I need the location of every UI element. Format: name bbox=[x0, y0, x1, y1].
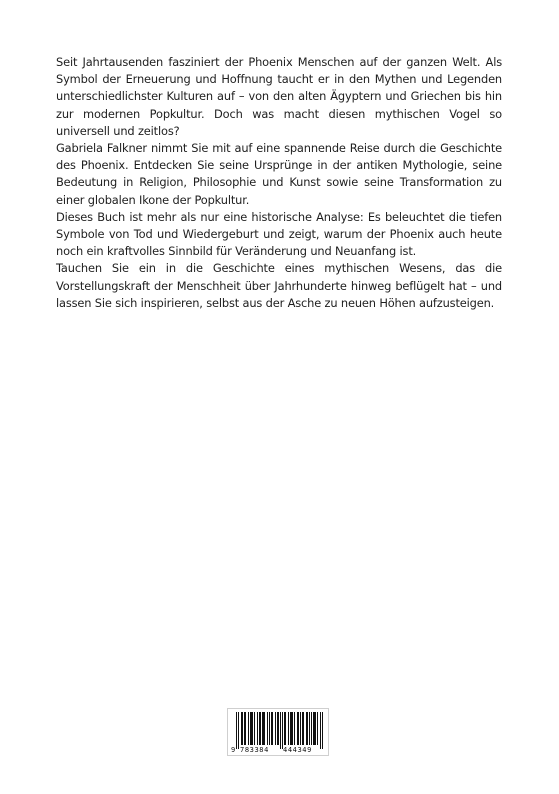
barcode-digit-first: 9 bbox=[231, 746, 236, 754]
blurb-paragraph-4: Tauchen Sie ein in die Geschichte eines mythischen Wesens, das die Vorstellungskraft der Menschheit über Jahrhunderte hinweg beflügelt hat – und lassen Sie sich inspirieren, selbst aus der Asche zu neuen Höhen aufzusteigen. bbox=[56, 261, 502, 310]
isbn-barcode bbox=[227, 708, 329, 756]
barcode-digits-right: 444349 bbox=[283, 746, 312, 754]
blurb-paragraph-2: Gabriela Falkner nimmt Sie mit auf eine spannende Reise durch die Geschichte des Phoenix. Entdecken Sie seine Ursprünge in der antiken Mythologie, seine Bedeutung in Religion, Philosophie und Kunst sowie seine Transformation zu einer globalen Ikone der Popkultur. bbox=[56, 141, 502, 207]
barcode-digits bbox=[228, 709, 330, 757]
blurb-paragraph-3: Dieses Buch ist mehr als nur eine historische Analyse: Es beleuchtet die tiefen Symbole von Tod und Wiedergeburt und zeigt, warum der Phoenix auch heute noch ein kraftvolles Sinnbild für Veränderung und Neuanfang ist. bbox=[56, 209, 502, 259]
blurb-paragraph-1: Seit Jahrtausenden fasziniert der Phoenix Menschen auf der ganzen Welt. Als Symbol der Erneuerung und Hoffnung taucht er in den Mythen und Legenden unterschiedlichster Kulturen auf – von den alten Ägyptern und Griechen bis hin zur modernen Popkultur. Doch was macht diesen mythischen Vogel so universell und zeitlos? bbox=[56, 55, 502, 138]
barcode-digits-left: 783384 bbox=[240, 746, 269, 754]
blurb-text bbox=[56, 54, 502, 312]
